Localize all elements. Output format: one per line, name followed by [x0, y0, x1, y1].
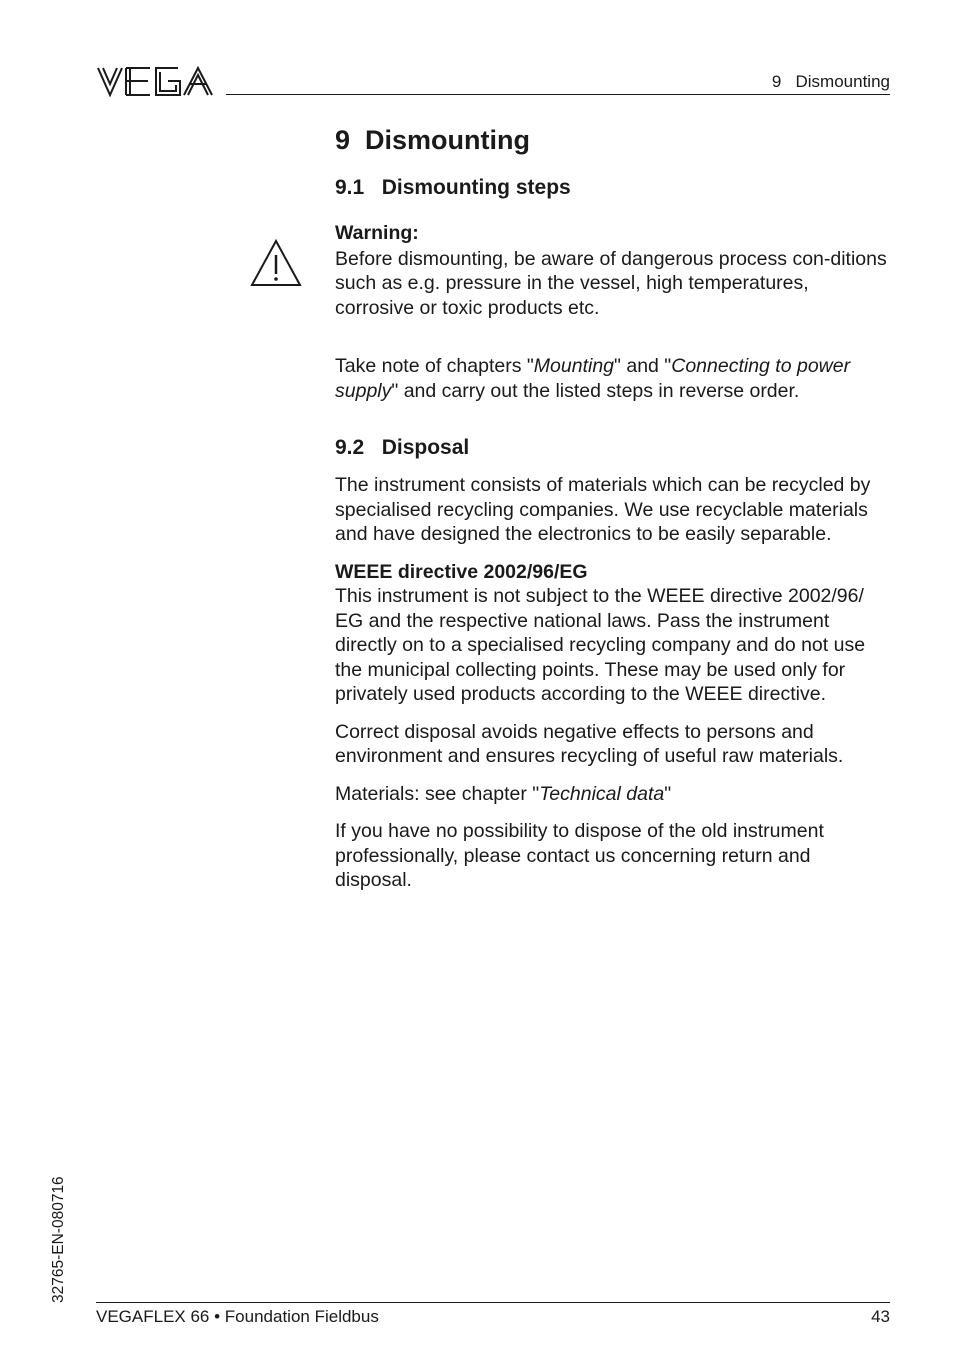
warning-label: Warning:: [335, 222, 419, 244]
footer-product: VEGAFLEX 66 • Foundation Fieldbus: [96, 1307, 379, 1326]
section-title-dismounting-steps: 9.1 Dismounting steps: [335, 176, 571, 199]
materials-paragraph: Materials: see chapter "Technical data": [335, 782, 672, 805]
weee-heading: WEEE directive 2002/96/EG: [335, 560, 588, 583]
vega-logo: [96, 66, 214, 97]
section-title-disposal: 9.2 Disposal: [335, 436, 470, 459]
svg-text:VEGA: VEGA: [96, 66, 99, 67]
document-code: 32765-EN-080716: [50, 1176, 67, 1303]
weee-text: This instrument is not subject to the WEEE directive 2002/96/ EG and the respective national laws. Pass the instrument directly on to a specialised recycling company and do not use the municipal collecting points. These may be used only for privately used products according to the WEEE directive.: [335, 585, 866, 705]
chapter-title: 9 Dismounting: [335, 125, 530, 155]
header-rule: [226, 94, 890, 95]
warning-triangle-icon: [249, 238, 303, 288]
disposal-paragraph: The instrument consists of materials which can be recycled by specialised recycling companies. We use recyclable materials and have designed the electronics to be easily separable.: [335, 474, 871, 545]
reverse-order-note: Take note of chapters "Mounting" and "Connecting to power supply" and carry out the listed steps in reverse order.: [335, 355, 851, 402]
footer-rule: [96, 1302, 890, 1303]
page-number: 43: [871, 1307, 890, 1326]
main-content: [335, 120, 891, 893]
warning-text: Before dismounting, be aware of dangerous process con-ditions such as e.g. pressure in the vessel, high temperatures, corrosive or toxic products etc.: [335, 247, 887, 319]
contact-paragraph: If you have no possibility to dispose of the old instrument professionally, please contact us concerning return and disposal.: [335, 820, 824, 891]
correct-disposal-paragraph: Correct disposal avoids negative effects to persons and environment and ensures recycling of useful raw materials.: [335, 720, 844, 767]
running-head: 9 Dismounting: [771, 72, 890, 91]
